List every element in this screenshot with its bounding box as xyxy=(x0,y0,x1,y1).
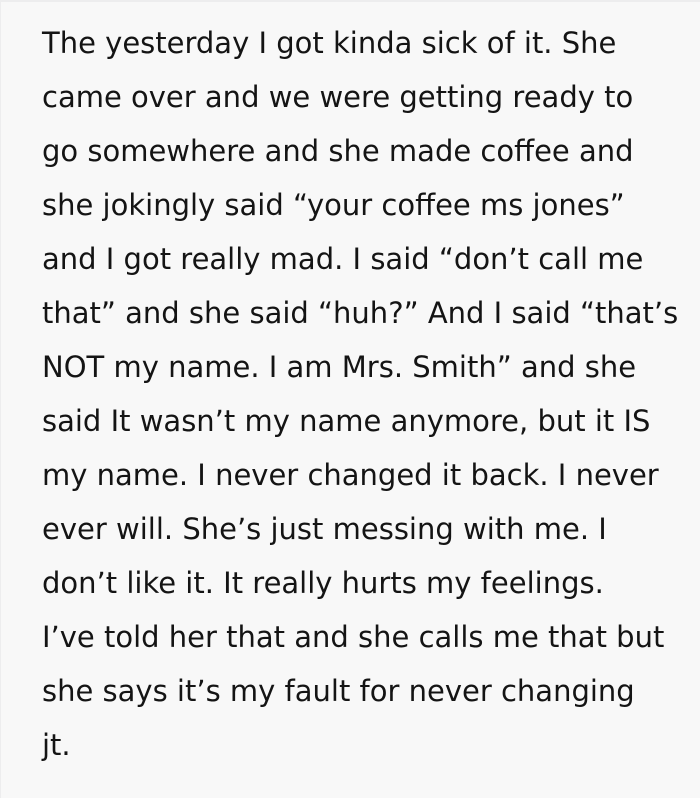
post-line: my name. I never changed it back. I never xyxy=(42,458,659,492)
post-line: NOT my name. I am Mrs. Smith” and she xyxy=(42,350,637,384)
post-line: go somewhere and she made coffee and xyxy=(42,134,634,168)
post-line: she jokingly said “your coffee ms jones” xyxy=(42,188,625,222)
post-line: and I got really mad. I said “don’t call me xyxy=(42,242,644,276)
post-line: she says it’s my fault for never changing xyxy=(42,674,635,708)
post-line: The yesterday I got kinda sick of it. She xyxy=(42,26,617,60)
post-line: came over and we were getting ready to xyxy=(42,80,634,114)
post-line: that” and she said “huh?” And I said “that’s xyxy=(42,296,679,330)
post-line: said It wasn’t my name anymore, but it IS xyxy=(42,404,651,438)
post-line: jt. xyxy=(42,728,71,762)
post-line: I’ve told her that and she calls me that but xyxy=(42,620,665,654)
post-line: ever will. She’s just messing with me. I xyxy=(42,512,607,546)
post-line: don’t like it. It really hurts my feelings. xyxy=(42,566,604,600)
